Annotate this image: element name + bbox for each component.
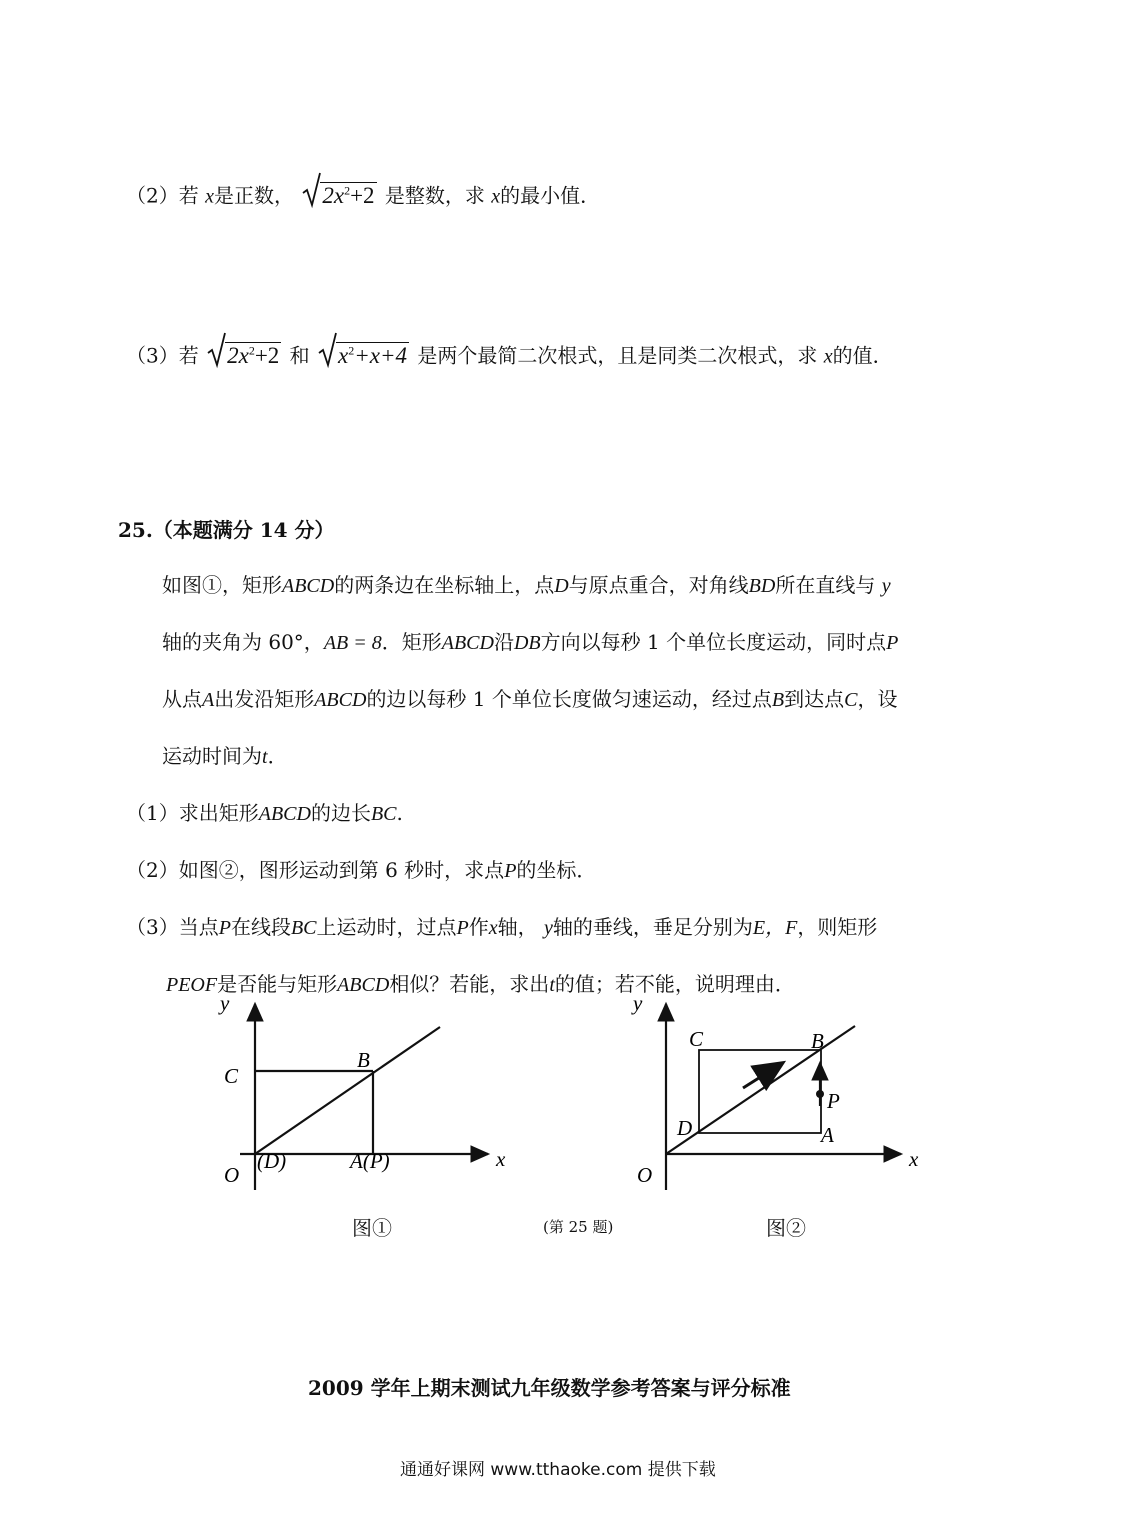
label-AP: A(P) bbox=[350, 1149, 390, 1173]
label-x: x bbox=[496, 1147, 506, 1171]
diagonal-line bbox=[255, 1027, 440, 1154]
label-C: C bbox=[689, 1027, 704, 1051]
label-x: x bbox=[909, 1147, 919, 1171]
label-D: (D) bbox=[257, 1149, 287, 1173]
label-y: y bbox=[220, 991, 230, 1015]
label-C: C bbox=[224, 1064, 239, 1088]
q25-sub2: （2）如图②，图形运动到第 6 秒时，求点P的坐标． bbox=[126, 858, 597, 882]
label-B: B bbox=[357, 1048, 370, 1072]
figure-1-caption: 图① bbox=[352, 1216, 392, 1240]
q25-sub3: （3）当点P在线段BC上运动时，过点P作x轴， y轴的垂线，垂足分别为E，F，则矩形 bbox=[126, 915, 878, 939]
label-P: P bbox=[827, 1089, 840, 1113]
figure-2-caption: 图② bbox=[766, 1216, 806, 1240]
radical-expression: $2x^2+2$ bbox=[302, 175, 376, 211]
label-O: O bbox=[224, 1163, 240, 1187]
radical-expression-1: $2x^2+2$ bbox=[207, 335, 281, 371]
label-y: y bbox=[633, 991, 643, 1015]
q25-heading: 25.（本题满分 14 分） bbox=[118, 518, 335, 542]
motion-arrow bbox=[743, 1064, 781, 1088]
point-p bbox=[816, 1090, 824, 1098]
q25-stem-line1: 如图①，矩形ABCD的两条边在坐标轴上，点D与原点重合，对角线BD所在直线与 y bbox=[162, 573, 891, 597]
label-B: B bbox=[811, 1029, 824, 1053]
figure-2-diagram bbox=[625, 990, 945, 1200]
figure-1-diagram bbox=[210, 990, 530, 1200]
q25-sub3-line2: PEOF是否能与矩形ABCD相似？若能，求出t的值；若不能，说明理由． bbox=[166, 972, 795, 996]
radical-expression-2: $x^2+x+4$ bbox=[318, 335, 409, 371]
q25-stem-line2: 轴的夹角为 60°，AB = 8．矩形ABCD沿DB方向以每秒 1 个单位长度运动，同时点P bbox=[162, 630, 899, 654]
q25-stem-line3: 从点A出发沿矩形ABCD的边以每秒 1 个单位长度做匀速运动，经过点B到达点C，设 bbox=[162, 687, 898, 711]
q25-stem-line4: 运动时间为t． bbox=[162, 744, 288, 768]
figure-center-caption: (第 25 题) bbox=[543, 1218, 614, 1236]
label-O: O bbox=[637, 1163, 653, 1187]
q25-sub1: （1）求出矩形ABCD的边长BC. bbox=[126, 801, 403, 825]
answer-key-title: 2009 学年上期末测试九年级数学参考答案与评分标准 bbox=[308, 1376, 791, 1400]
label-A: A bbox=[821, 1123, 834, 1147]
page-footer: 通通好课网 www.tthaoke.com 提供下载 bbox=[400, 1460, 716, 1480]
q24-part3: （3）若 $2x^2+2$ 和 $x^2+x+4$ 是两个最简二次根式，且是同类二次根式，求 x的值． bbox=[126, 335, 893, 372]
q24-part2: （2）若 x是正数， $2x^2+2$ 是整数，求 x的最小值． bbox=[126, 175, 600, 212]
label-D: D bbox=[677, 1116, 693, 1140]
